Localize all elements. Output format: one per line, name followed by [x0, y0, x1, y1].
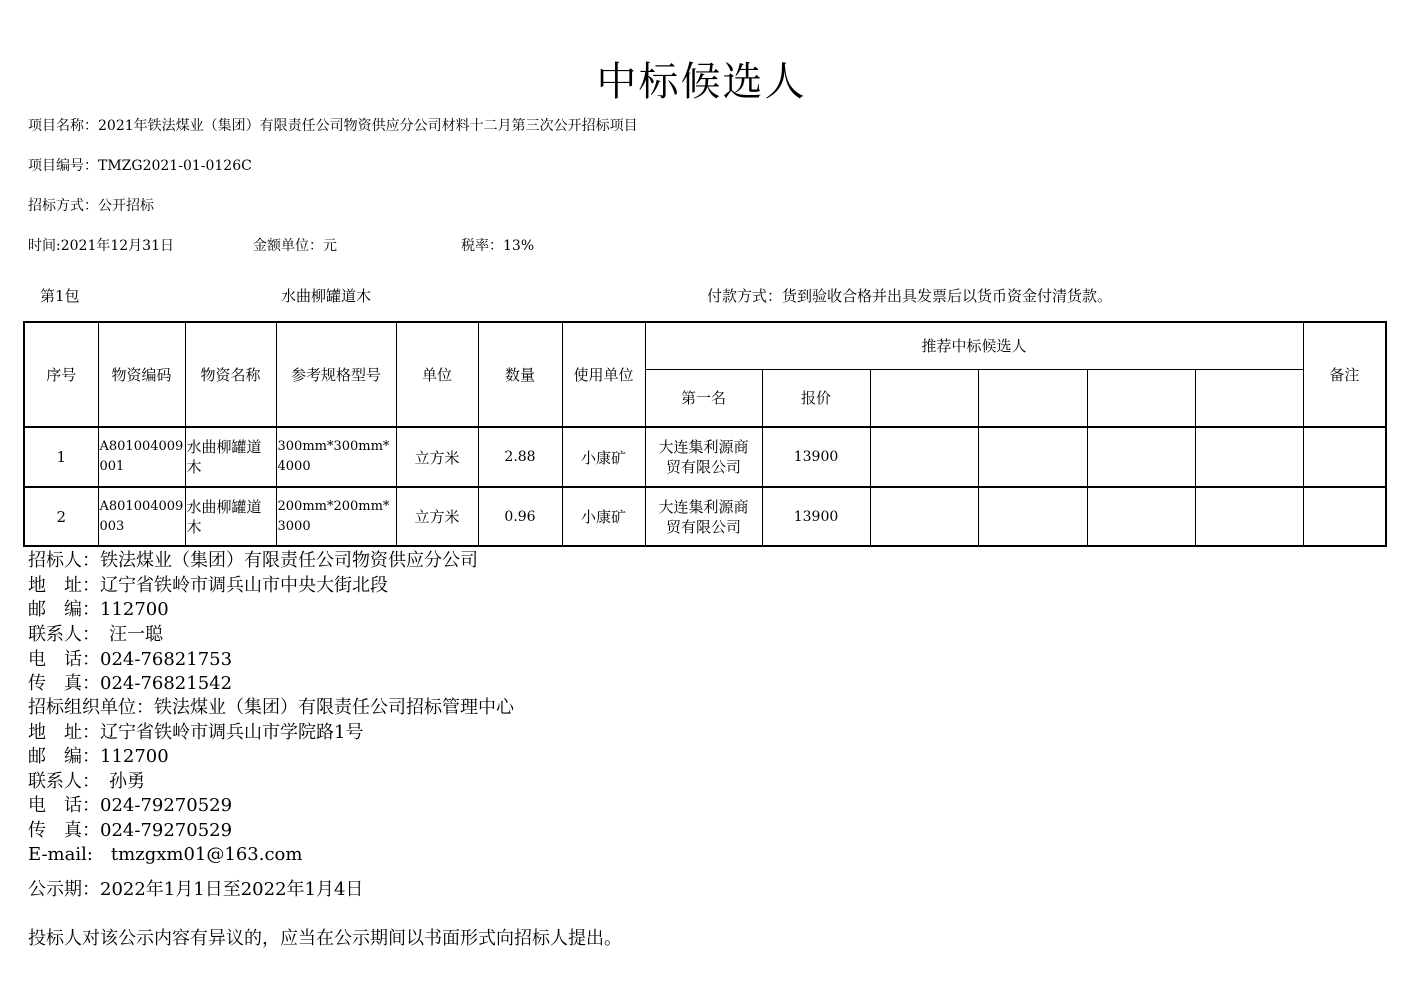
header-user: 使用单位 [562, 322, 645, 427]
row-remark [1303, 427, 1386, 487]
agency-email: E-mail: tmzgxm01@163.com [28, 844, 303, 865]
empty-cell [1087, 369, 1195, 427]
tenderer-contact: 联系人： 汪一聪 [28, 624, 163, 645]
project-name: 项目名称：2021年铁法煤业（集团）有限责任公司物资供应分公司材料十二月第三次公开招标项目 [28, 118, 638, 134]
header-seq: 序号 [24, 322, 98, 427]
project-number: 项目编号：TMZG2021-01-0126C [28, 158, 252, 174]
empty-cell [870, 487, 978, 546]
header-qty: 数量 [478, 322, 562, 427]
notice-period: 公示期：2022年1月1日至2022年1月4日 [28, 879, 364, 900]
empty-cell [1195, 427, 1303, 487]
header-name: 物资名称 [185, 322, 276, 427]
objection-notice: 投标人对该公示内容有异议的，应当在公示期间以书面形式向招标人提出。 [28, 928, 622, 949]
tenderer-fax: 传 真：024-76821542 [28, 673, 233, 694]
row-remark [1303, 487, 1386, 546]
agency-zip: 邮 编：112700 [28, 746, 169, 767]
empty-cell [1195, 487, 1303, 546]
row-user: 小康矿 [562, 487, 645, 546]
row-qty: 0.96 [478, 487, 562, 546]
row-price: 13900 [762, 427, 870, 487]
tenderer-address: 地 址：辽宁省铁岭市调兵山市中央大街北段 [28, 575, 388, 596]
page-title: 中标候选人 [596, 59, 807, 105]
empty-cell [978, 427, 1087, 487]
header-row [24, 322, 1386, 369]
tax-rate: 税率：13% [461, 238, 535, 254]
header-spec: 参考规格型号 [276, 322, 396, 427]
package-name: 水曲柳罐道木 [281, 287, 372, 305]
header-remark: 备注 [1303, 322, 1386, 427]
currency-unit: 金额单位：元 [253, 238, 337, 254]
bidding-method: 招标方式：公开招标 [28, 198, 154, 214]
empty-cell [1087, 427, 1195, 487]
agency-name: 招标组织单位：铁法煤业（集团）有限责任公司招标管理中心 [28, 697, 514, 718]
empty-cell [978, 487, 1087, 546]
row-code: A801004009001 [98, 427, 185, 487]
header-unit: 单位 [396, 322, 478, 427]
payment-terms: 付款方式：货到验收合格并出具发票后以货币资金付清货款。 [707, 287, 1113, 305]
header-price: 报价 [762, 369, 870, 427]
table-row [24, 427, 1386, 487]
announcement-date: 时间:2021年12月31日 [28, 238, 174, 254]
row-qty: 2.88 [478, 427, 562, 487]
tenderer-zip: 邮 编：112700 [28, 599, 169, 620]
empty-cell [1087, 487, 1195, 546]
agency-phone: 电 话：024-79270529 [28, 795, 233, 816]
row-supplier: 大连集利源商贸有限公司 [645, 427, 762, 487]
row-code: A801004009003 [98, 487, 185, 546]
row-seq: 1 [24, 427, 98, 487]
row-spec: 200mm*200mm*3000 [276, 487, 396, 546]
agency-address: 地 址：辽宁省铁岭市调兵山市学院路1号 [28, 722, 364, 743]
row-spec: 300mm*300mm*4000 [276, 427, 396, 487]
candidate-table [23, 321, 1387, 547]
table-row [24, 487, 1386, 546]
tenderer-phone: 电 话：024-76821753 [28, 649, 233, 670]
header-first: 第一名 [645, 369, 762, 427]
row-unit: 立方米 [396, 427, 478, 487]
header-code: 物资编码 [98, 322, 185, 427]
empty-cell [870, 369, 978, 427]
row-name: 水曲柳罐道木 [185, 427, 276, 487]
row-supplier: 大连集利源商贸有限公司 [645, 487, 762, 546]
agency-fax: 传 真：024-79270529 [28, 820, 233, 841]
empty-cell [870, 427, 978, 487]
tenderer-name: 招标人：铁法煤业（集团）有限责任公司物资供应分公司 [28, 550, 478, 571]
row-name: 水曲柳罐道木 [185, 487, 276, 546]
row-user: 小康矿 [562, 427, 645, 487]
row-seq: 2 [24, 487, 98, 546]
empty-cell [978, 369, 1087, 427]
agency-contact: 联系人： 孙勇 [28, 771, 145, 792]
empty-cell [1195, 369, 1303, 427]
header-recommend: 推荐中标候选人 [645, 322, 1303, 369]
row-price: 13900 [762, 487, 870, 546]
package-number: 第1包 [40, 287, 80, 305]
row-unit: 立方米 [396, 487, 478, 546]
